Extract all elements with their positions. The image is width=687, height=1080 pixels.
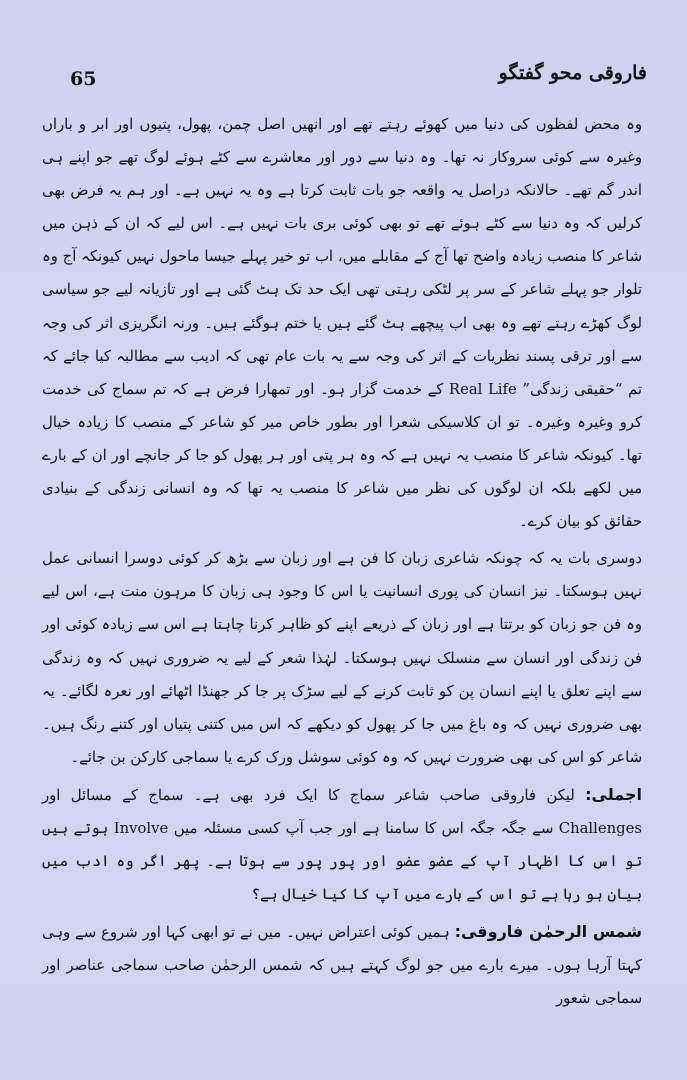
- speaker-name: اجملی:: [585, 784, 642, 804]
- page-number: 65: [70, 68, 97, 90]
- paragraph-1-text: وہ محض لفظوں کی دنیا میں کھوئے رہتے تھے اور انھیں اصل چمن، پھول، پتیوں اور ابر و باراں وغیرہ سے کوئی سروکار نہ تھا۔ وہ دنیا سے دور اور معاشرے سے کٹے ہوئے لوگ تھے جو اپنے ہی اندر گم تھے۔ حالانکہ دراصل یہ واقعہ جو بات ثابت کرتا ہے وہ یہ نہیں ہے۔ اور ہم یہ فرض بھی کرلیں کہ وہ دنیا سے کٹے ہوئے تھے تو بھی کوئی بری بات نہیں ہے۔ اس لیے کہ ان کے ذہن میں شاعر کا منصب زیادہ واضح تھا آج کے مقابلے میں، اب تو خیر پہلے جیسا ماحول نہیں کیونکہ آج وہ تلوار جو پہلے شاعر کے سر پر لٹکی رہتی تھی ایک حد تک ہٹ گئی ہے اور تازیانہ لیے جو سیاسی لوگ کھڑے رہتے تھے وہ بھی اب پیچھے ہٹ گئے ہیں یا ختم ہوگئے ہیں۔ ورنہ انگریزی اثر کی وجہ سے اور ترقی پسند نظریات کے اثر کی وجہ سے یہ بات عام تھی کہ ادیب سے مطالبہ کیا جائے کہ تم “حقیقی زندگی” Real Life کے خدمت گزار ہو۔ اور تمھارا فرض ہے کہ تم سماج کی خدمت کرو وغیرہ وغیرہ۔ تو ان کلاسیکی شعرا اور بطور خاص میر کو شاعر کے منصب کا زیادہ خیال تھا۔ کیونکہ شاعر کا منصب یہ نہیں ہے کہ وہ ہر پتی اور ہر پھول کو جا کر جانچے اور ان کے بارے میں لکھے بلکہ ان لوگوں کی نظر میں شاعر کا منصب یہ تھا کہ وہ انسانی زندگی کے بنیادی حقائق کو بیان کرے۔: [42, 116, 643, 531]
- paragraph-3: [42, 778, 642, 911]
- paragraph-4-text: ہمیں کوئی اعتراض نہیں۔ میں نے تو ابھی کہا اور شروع سے وہی کہتا آرہا ہوں۔ میرے بارے میں جو لوگ کہتے ہیں کہ شمس الرحمٰن صاحب سماجی عناصر اور سماجی شعور: [42, 924, 642, 1008]
- paragraph-3-text: لیکن فاروقی صاحب شاعر سماج کا ایک فرد بھی ہے۔ سماج کے مسائل اور Challenges سے جگہ جگہ اس کا سامنا ہے اور جب آپ کسی مسئلہ میں Involve ہوتے ہیں تو اس کا اظہار آپ کے عضو عضو اور پور پور سے ہوتا ہے۔ پھر اگر وہ ادب میں بیان ہو رہا ہے تو اس کے بارے میں آپ کا کیا خیال ہے؟: [42, 786, 642, 904]
- running-title: فاروقی محو گفتگو: [498, 62, 647, 84]
- paragraph-2: [42, 542, 642, 774]
- body-text: [42, 108, 642, 1020]
- paragraph-1: [42, 108, 642, 538]
- paragraph-4: [42, 915, 642, 1015]
- page-header: [70, 62, 647, 102]
- paragraph-2-text: دوسری بات یہ کہ چونکہ شاعری زبان کا فن ہے اور زبان سے بڑھ کر کوئی دوسرا انسانی عمل نہیں ہوسکتا۔ نیز انسان کی پوری انسانیت یا اس کا وجود ہی زبان کا مرہون منت ہے، اس لیے وہ فن جو زبان کو برتتا ہے اور زبان کے ذریعے اپنے کو ظاہر کرنا چاہتا ہے اس سے زیادہ کوئی اور فن زندگی اور انسان سے منسلک نہیں ہوسکتا۔ لہٰذا شعر کے لیے یہ ضروری نہیں کہ وہ زندگی سے اپنے تعلق یا اپنے انسان پن کو ثابت کرنے کے لیے سڑک پر جا کر جھنڈا اٹھائے اور نعرہ لگائے۔ یہ بھی ضروری نہیں کہ وہ باغ میں جا کر پھول کو دیکھے کہ اس میں کتنی پتیاں اور کتنے رنگ ہیں۔ شاعر کو اس کی بھی ضرورت نہیں کہ وہ کوئی سوشل ورک کرے یا سماجی کارکن بن جائے۔: [42, 550, 642, 766]
- speaker-name: شمس الرحمٰن فاروقی:: [454, 922, 642, 942]
